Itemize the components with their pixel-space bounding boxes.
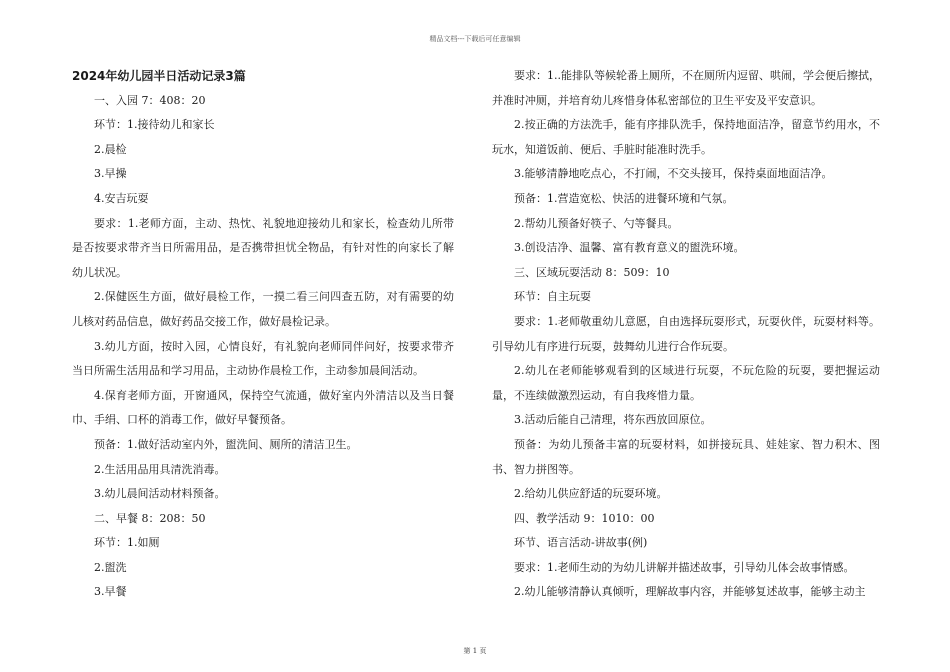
- paragraph: 要求：1.老师敬重幼儿意愿，自由选择玩耍形式，玩耍伙伴，玩耍材料等。引导幼儿有序进行玩耍，鼓舞幼儿进行合作玩耍。: [492, 314, 880, 353]
- paragraph: 要求：1..能排队等候轮番上厕所，不在厕所内逗留、哄闹，学会便后擦拭，并准时冲厕，并培育幼儿疼惜身体私密部位的卫生平安及平安意识。: [492, 69, 880, 107]
- paragraph: 4.安吉玩耍: [94, 191, 149, 205]
- paragraph: 3.能够清静地吃点心，不打闹，不交头接耳，保持桌面地面洁净。: [514, 167, 833, 181]
- paragraph: 2.生活用品用具清洗消毒。: [94, 462, 226, 476]
- paragraph: 一、入园 7：408：20: [94, 93, 206, 107]
- page-number: 第 1 页: [463, 647, 487, 655]
- paragraph: 预备：为幼儿预备丰富的玩耍材料，如拼接玩具、娃娃家、智力积木、图书、智力拼图等。: [492, 437, 880, 476]
- page-header-note: 精品文档---下载后可任意编辑: [429, 35, 521, 43]
- right-column-body: [492, 64, 880, 605]
- paragraph: 三、区域玩耍活动 8：509：10: [514, 265, 670, 279]
- paragraph: 2.按正确的方法洗手，能有序排队洗手，保持地面洁净，留意节约用水，不玩水，知道饭前、便后、手脏时能准时洗手。: [492, 118, 880, 156]
- paragraph: 二、早餐 8：208：50: [94, 511, 206, 525]
- paragraph: 预备：1.做好活动室内外，盥洗间、厕所的清洁卫生。: [94, 437, 358, 451]
- paragraph: 2.幼儿在老师能够观看到的区域进行玩耍，不玩危险的玩耍，要把握运动量，不连续做激烈运动，有自我疼惜力量。: [492, 364, 880, 402]
- right-column: [492, 64, 880, 605]
- paragraph: 3.幼儿晨间活动材料预备。: [94, 487, 226, 501]
- paragraph: 3.早餐: [94, 585, 127, 599]
- paragraph: 2.保健医生方面，做好晨检工作，一摸二看三问四查五防，对有需要的幼儿核对药品信息，做好药品交接工作，做好晨检记录。: [72, 290, 454, 328]
- paragraph: 要求：1.老师方面，主动、热忱、礼貌地迎接幼儿和家长，检查幼儿所带是否按要求带齐当日所需用品，是否携带担忧全物品，有针对性的向家长了解幼儿状况。: [72, 216, 454, 279]
- paragraph: 3.早操: [94, 167, 127, 181]
- paragraph: 3.幼儿方面，按时入园，心情良好，有礼貌向老师同伴问好，按要求带齐当日所需生活用品和学习用品，主动协作晨检工作，主动参加晨间活动。: [72, 339, 454, 378]
- paragraph: 环节：1.如厕: [94, 536, 160, 550]
- paragraph: 3.活动后能自己清理，将东西放回原位。: [514, 413, 712, 427]
- paragraph: 2.帮幼儿预备好筷子、勺等餐具。: [514, 216, 679, 230]
- paragraph: 要求：1.老师生动的为幼儿讲解并描述故事，引导幼儿体会故事情感。: [514, 560, 855, 574]
- paragraph: 2.幼儿能够清静认真倾听，理解故事内容，并能够复述故事，能够主动主: [514, 585, 866, 599]
- paragraph: 四、教学活动 9：1010：00: [514, 511, 655, 525]
- paragraph: 环节：1.接待幼儿和家长: [94, 118, 215, 132]
- document-title: 2024年幼儿园半日活动记录3篇: [72, 69, 246, 83]
- paragraph: 环节：自主玩耍: [514, 290, 591, 304]
- left-column-body: [72, 89, 454, 605]
- paragraph: 3.创设洁净、温馨、富有教育意义的盥洗环境。: [514, 241, 745, 255]
- paragraph: 预备：1.营造宽松、快活的进餐环境和气氛。: [514, 191, 734, 205]
- left-column: [72, 64, 454, 605]
- paragraph: 环节、语言活动-讲故事(例): [514, 536, 648, 550]
- paragraph: 2.盥洗: [94, 560, 127, 574]
- paragraph: 2.给幼儿供应舒适的玩耍环境。: [514, 487, 668, 501]
- paragraph: 4.保育老师方面，开窗通风，保持空气流通，做好室内外清洁以及当日餐巾、手绢、口杯的消毒工作，做好早餐预备。: [72, 388, 454, 427]
- paragraph: 2.晨检: [94, 142, 127, 156]
